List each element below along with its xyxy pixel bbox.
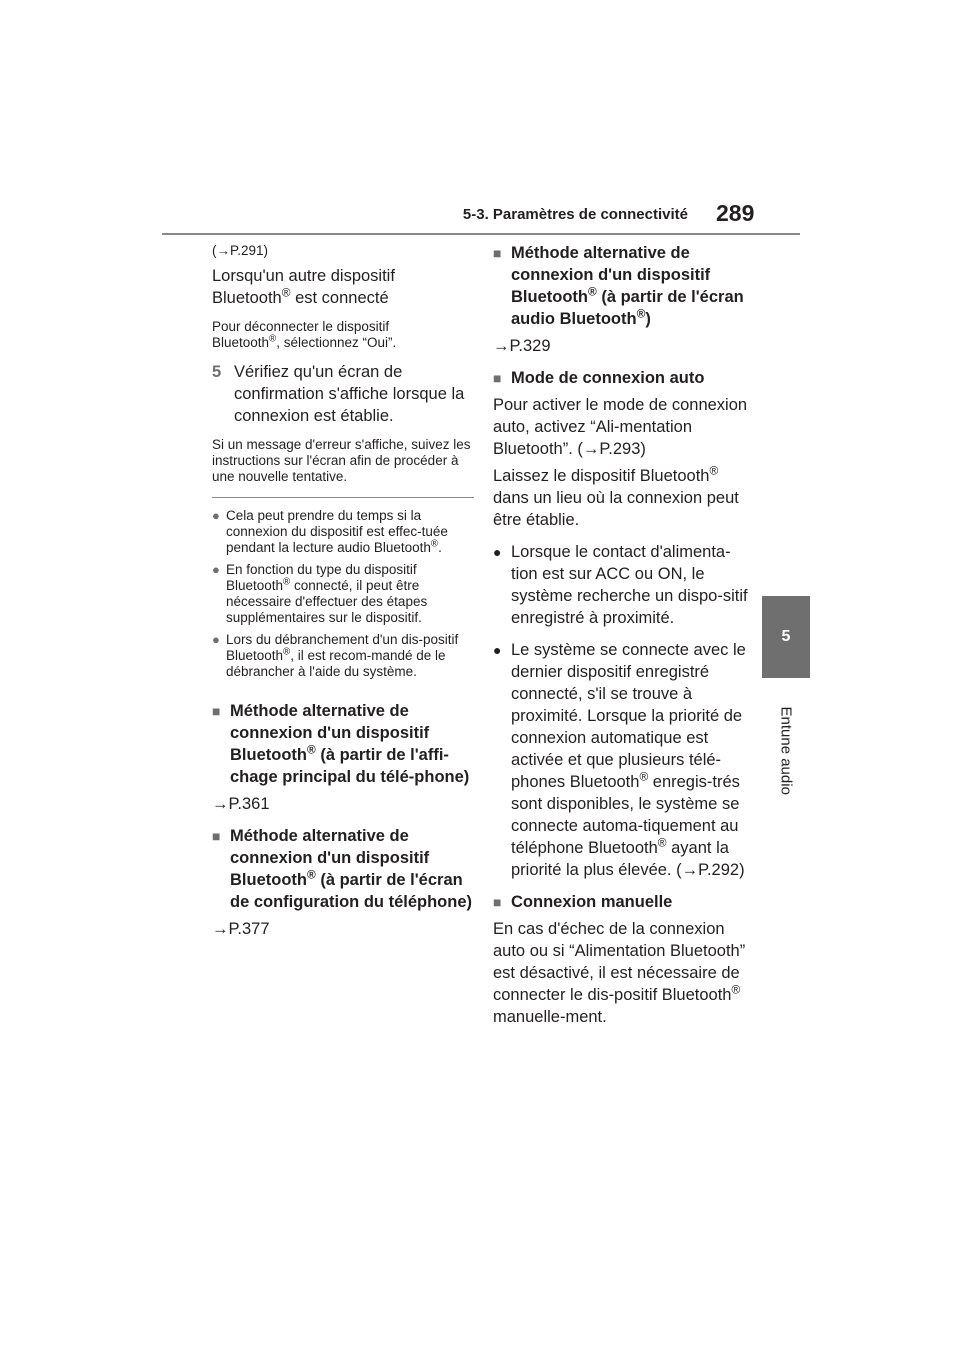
section-title: 5-3. Paramètres de connectivité bbox=[462, 206, 688, 223]
page-reference: →P.377 bbox=[212, 920, 270, 938]
page-number: 289 bbox=[716, 200, 755, 226]
square-bullet-icon: ■ bbox=[212, 828, 221, 844]
manual-connection-heading: ■ Connexion manuelle bbox=[493, 893, 673, 911]
connected-heading: Lorsqu'un autre dispositif Bluetooth® est connecté bbox=[212, 267, 395, 307]
right-column bbox=[493, 242, 757, 1028]
square-bullet-icon: ■ bbox=[493, 245, 502, 261]
circle-bullet-icon: ● bbox=[493, 544, 502, 560]
step-5 bbox=[212, 361, 474, 427]
circle-bullet-icon: ● bbox=[212, 508, 220, 523]
chapter-label: Entune audio bbox=[777, 706, 795, 795]
square-bullet-icon: ■ bbox=[212, 703, 221, 719]
notes-divider bbox=[212, 497, 474, 498]
disconnect-instruction: Pour déconnecter le dispositif Bluetooth®, sélectionnez “Oui”. bbox=[212, 319, 397, 350]
error-instruction: Si un message d'erreur s'affiche, suivez les instructions sur l'écran afin de procéder à une nouvelle tentative. bbox=[212, 437, 471, 484]
page-reference: →P.361 bbox=[212, 795, 270, 813]
circle-bullet-icon: ● bbox=[212, 562, 220, 577]
manual-connection-text: En cas d'échec de la connexion auto ou si “Alimentation Bluetooth” est désactivé, il est nécessaire de connecter le dis-positif Bluetooth® manuelle-ment. bbox=[493, 920, 746, 1026]
page-reference: →P.329 bbox=[493, 337, 551, 355]
circle-bullet-icon: ● bbox=[493, 642, 502, 658]
square-bullet-icon: ■ bbox=[493, 370, 502, 386]
alt-connection-audio-heading: ■ Méthode alternative de connexion d'un dispositif Bluetooth® (à partir de l'écran audio Bluetooth®) bbox=[493, 244, 744, 328]
auto-mode-text: Laissez le dispositif Bluetooth® dans un lieu où la connexion peut être établie. bbox=[493, 463, 739, 529]
note-item: ● En fonction du type du dispositif Bluetooth® connecté, il peut être nécessaire d'effectuer des étapes supplémentaires sur le dispositif. bbox=[212, 562, 428, 625]
square-bullet-icon: ■ bbox=[493, 894, 502, 910]
note-item: ● Lors du débranchement d'un dis-positif Bluetooth®, il est recom-mandé de le débrancher à l'aide du système. bbox=[212, 632, 459, 679]
auto-mode-text: Pour activer le mode de connexion auto, activez “Ali-mentation Bluetooth”. (→P.293) bbox=[493, 396, 748, 458]
note-item: ● Cela peut prendre du temps si la connexion du dispositif est effec-tuée pendant la lecture audio Bluetooth®. bbox=[212, 508, 448, 555]
page-reference: (→P.291) bbox=[212, 243, 269, 258]
chapter-tab: 5 bbox=[762, 596, 810, 678]
alt-connection-phone-display-heading: ■ Méthode alternative de connexion d'un dispositif Bluetooth® (à partir de l'affi-chage principal du télé-phone) bbox=[212, 702, 470, 786]
header-rule bbox=[162, 233, 800, 235]
auto-mode-heading: ■ Mode de connexion auto bbox=[493, 369, 705, 387]
circle-bullet-icon: ● bbox=[212, 632, 220, 647]
list-item: ● Lorsque le contact d'alimenta-tion est sur ACC ou ON, le système recherche un dispo-sitif enregistré à proximité. bbox=[493, 543, 748, 627]
step-text: Vérifiez qu'un écran de confirmation s'affiche lorsque la connexion est établie. bbox=[234, 363, 465, 425]
alt-connection-phone-settings-heading: ■ Méthode alternative de connexion d'un dispositif Bluetooth® (à partir de l'écran de configuration du téléphone) bbox=[212, 827, 472, 911]
list-item: ● Le système se connecte avec le dernier dispositif enregistré connecté, s'il se trouve à proximité. Lorsque la priorité de connexion automatique est activée et que plusieurs télé-phones Bluetooth® enregis-trés sont disponibles, le système se connecte automa-tiquement au téléphone Bluetooth® ayant la priorité la plus élevée. (→P.292) bbox=[493, 641, 746, 879]
left-column bbox=[212, 242, 474, 940]
step-number: 5 bbox=[212, 363, 222, 381]
